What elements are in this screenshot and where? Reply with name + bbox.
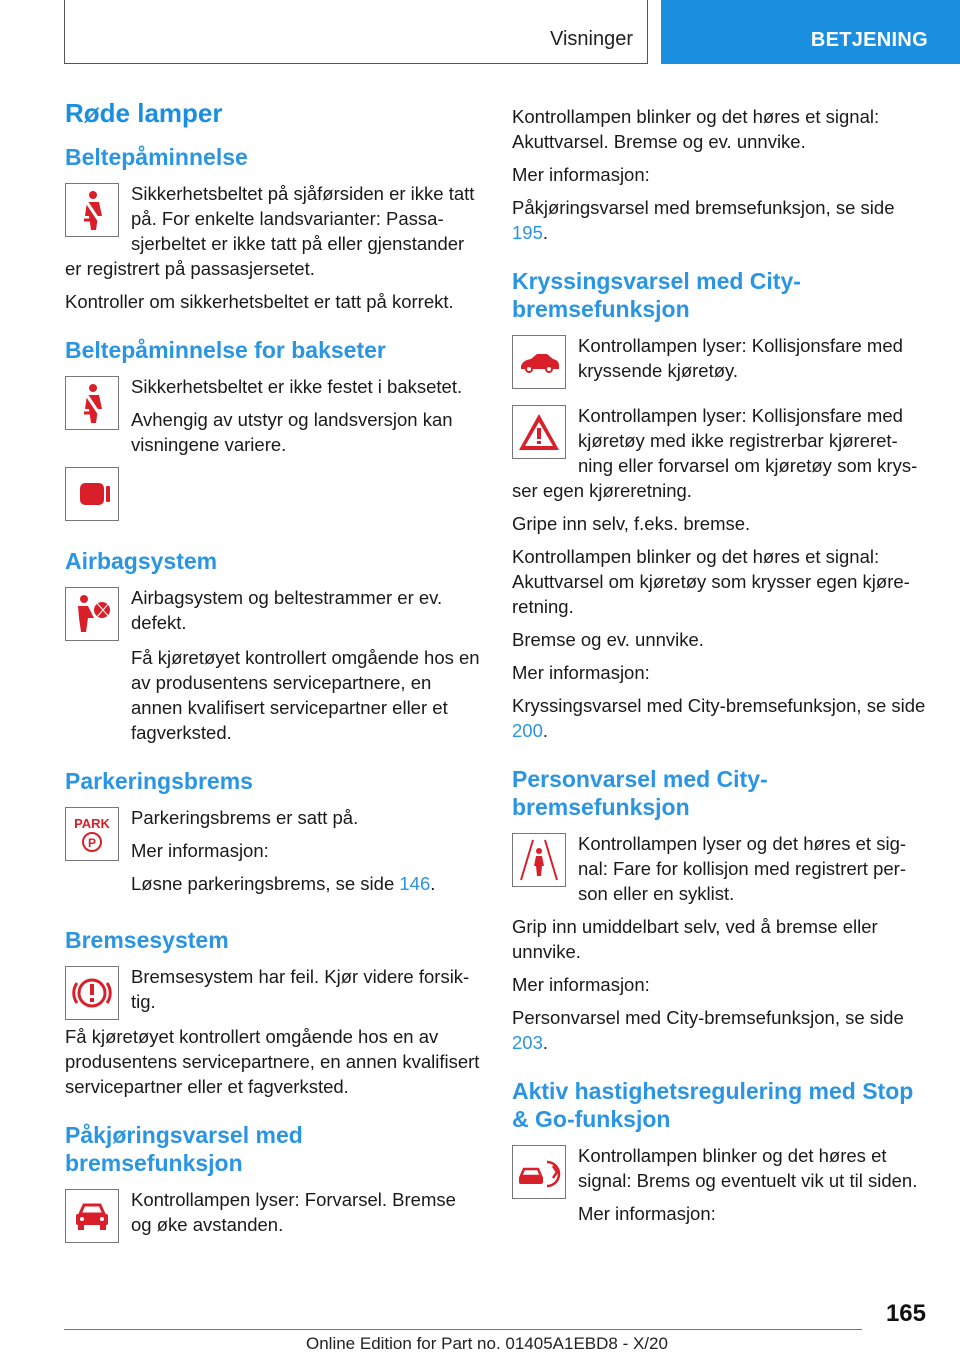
paragraph: Airbagsystem og beltestrammer er ev. defekt.: [131, 587, 443, 633]
rear-seatbelt-icon: [65, 376, 119, 430]
section-heading: Beltepåminnelse for bakseter: [65, 337, 386, 363]
paragraph: Mer informasjon:: [512, 662, 650, 683]
section-heading: Airbagsystem: [65, 548, 218, 574]
page-link[interactable]: 146: [399, 873, 431, 894]
text: .: [542, 720, 549, 741]
section-heading: Kryssingsvarsel med City-bremsefunksjon: [512, 268, 801, 322]
paragraph: Kontrollampen blinker og det høres et signal: Brems og eventuelt vik ut til siden.: [578, 1145, 918, 1191]
section-brake-system: [65, 926, 480, 1099]
page-link[interactable]: 200: [512, 720, 543, 741]
section-heading: Bremsesystem: [65, 927, 229, 953]
section-person-warning: [512, 765, 930, 1055]
paragraph: Mer informasjon:: [512, 974, 650, 995]
seatbelt-icon: [65, 183, 119, 237]
car-side-icon: [512, 335, 566, 389]
park-brake-icon: [65, 807, 119, 861]
section-crossing-warning: [512, 267, 930, 743]
text: .: [542, 222, 549, 243]
paragraph: Gripe inn selv, f.eks. bremse.: [512, 513, 751, 534]
airbag-icon: [65, 587, 119, 641]
tab-operation-label: BETJENING: [810, 29, 928, 51]
right-column: [512, 104, 930, 1256]
page-link[interactable]: 203: [512, 1032, 543, 1053]
text: Påkjøringsvarsel med bremsefunksjon, se side: [512, 197, 895, 218]
acc-car-icon: [512, 1145, 566, 1199]
section-heading: Parkeringsbrems: [65, 768, 253, 794]
paragraph: Få kjøretøyet kontrollert omgående hos en av produsentens servicepartnere, en annen kvalifisert servicepartner eller et fagverksted.: [131, 647, 480, 743]
paragraph: Sikkerhetsbeltet på sjåførsiden er ikke tatt på. For enkelte landsvarianter: Passa‐sjerbeltet er ikke tatt på eller gjenstander er registrert på passasjersetet.: [65, 183, 475, 279]
warning-triangle-icon: [512, 405, 566, 459]
text: Kryssingsvarsel med City-bremsefunksjon, se side: [512, 695, 926, 716]
section-acc: [512, 1077, 930, 1234]
text: Løsne parkeringsbrems, se side: [131, 873, 400, 894]
section-heading: Påkjøringsvarsel med bremsefunksjon: [65, 1122, 303, 1176]
section-heading: Personvarsel med City-bremsefunksjon: [512, 766, 768, 820]
paragraph: [131, 871, 480, 896]
section-heading: Beltepåminnelse: [65, 144, 248, 170]
footer-divider: [64, 1329, 862, 1330]
paragraph: Parkeringsbrems er satt på.: [131, 807, 359, 828]
paragraph: Kontrollampen blinker og det høres et signal: Akuttvarsel. Bremse og ev. unnvike.: [512, 106, 880, 152]
text: Personvarsel med City-bremsefunksjon, se side: [512, 1007, 904, 1028]
paragraph: Få kjøretøyet kontrollert omgående hos en av produsentens servicepartnere, en annen kvalifisert servicepartner eller et fagverksted.: [65, 1026, 480, 1097]
pedestrian-icon: [512, 833, 566, 887]
section-collision-warning: [65, 1121, 480, 1247]
paragraph: [512, 693, 930, 743]
svg-text:P: P: [87, 836, 97, 850]
paragraph: Grip inn umiddelbart selv, ved å bremse eller unnvike.: [512, 916, 878, 962]
paragraph: Kontrollampen blinker og det høres et signal: Akuttvarsel om kjøretøy som krysser egen kjøre‐retning.: [512, 546, 910, 617]
section-parking-brake: [65, 767, 480, 904]
left-column: [65, 98, 480, 1269]
paragraph: Bremsesystem har feil. Kjør videre forsik‐tig.: [131, 966, 470, 1012]
tab-operation[interactable]: [661, 0, 960, 64]
paragraph: [512, 195, 930, 245]
paragraph: Kontrollampen lyser: Kollisjonsfare med kryssende kjøretøy.: [578, 335, 903, 381]
paragraph: [512, 1005, 930, 1055]
section-rear-seatbelt: [65, 336, 480, 525]
paragraph: Mer informasjon:: [578, 1203, 716, 1224]
text: .: [430, 873, 436, 894]
paragraph: Sikkerhetsbeltet er ikke festet i baksetet.: [131, 376, 463, 397]
paragraph: Kontrollampen lyser og det høres et sig‐nal: Fare for kollisjon med registrert per‐son eller en syklist.: [578, 833, 907, 904]
text: .: [542, 1032, 549, 1053]
section-airbag: [65, 547, 480, 745]
section-seatbelt: [65, 143, 480, 314]
tab-views-label: Visninger: [549, 28, 633, 50]
brake-warning-icon: [65, 966, 119, 1020]
paragraph: Mer informasjon:: [512, 164, 650, 185]
paragraph: Kontrollampen lyser: Forvarsel. Bremse og øke avstanden.: [131, 1189, 456, 1235]
paragraph: Bremse og ev. unnvike.: [512, 629, 704, 650]
svg-text:PARK: PARK: [74, 816, 110, 831]
tab-views[interactable]: [64, 0, 648, 64]
page-number: 165: [885, 1300, 926, 1327]
page-link[interactable]: 195: [512, 222, 543, 243]
section-heading: Aktiv hastighetsregulering med Stop & Go-funksjon: [512, 1078, 914, 1132]
car-front-icon: [65, 1189, 119, 1243]
header-bar: [0, 0, 960, 66]
paragraph: Mer informasjon:: [131, 840, 269, 861]
paragraph: Kontrollampen lyser: Kollisjonsfare med kjøretøy med ikke registrerbar kjøreret‐ning eller forvarsel om kjøretøy som krys‐ser egen kjøreretning.: [512, 405, 918, 501]
paragraph: Avhengig av utstyr og landsversjon kan visningene variere.: [131, 409, 453, 455]
section-collision-cont: [512, 104, 930, 245]
footer-edition: Online Edition for Part no. 01405A1EBD8 - X/20: [306, 1334, 668, 1353]
page-title: Røde lamper: [65, 98, 223, 128]
paragraph: Kontroller om sikkerhetsbeltet er tatt på korrekt.: [65, 291, 454, 312]
rear-seat-indicator-icon: [65, 467, 119, 521]
